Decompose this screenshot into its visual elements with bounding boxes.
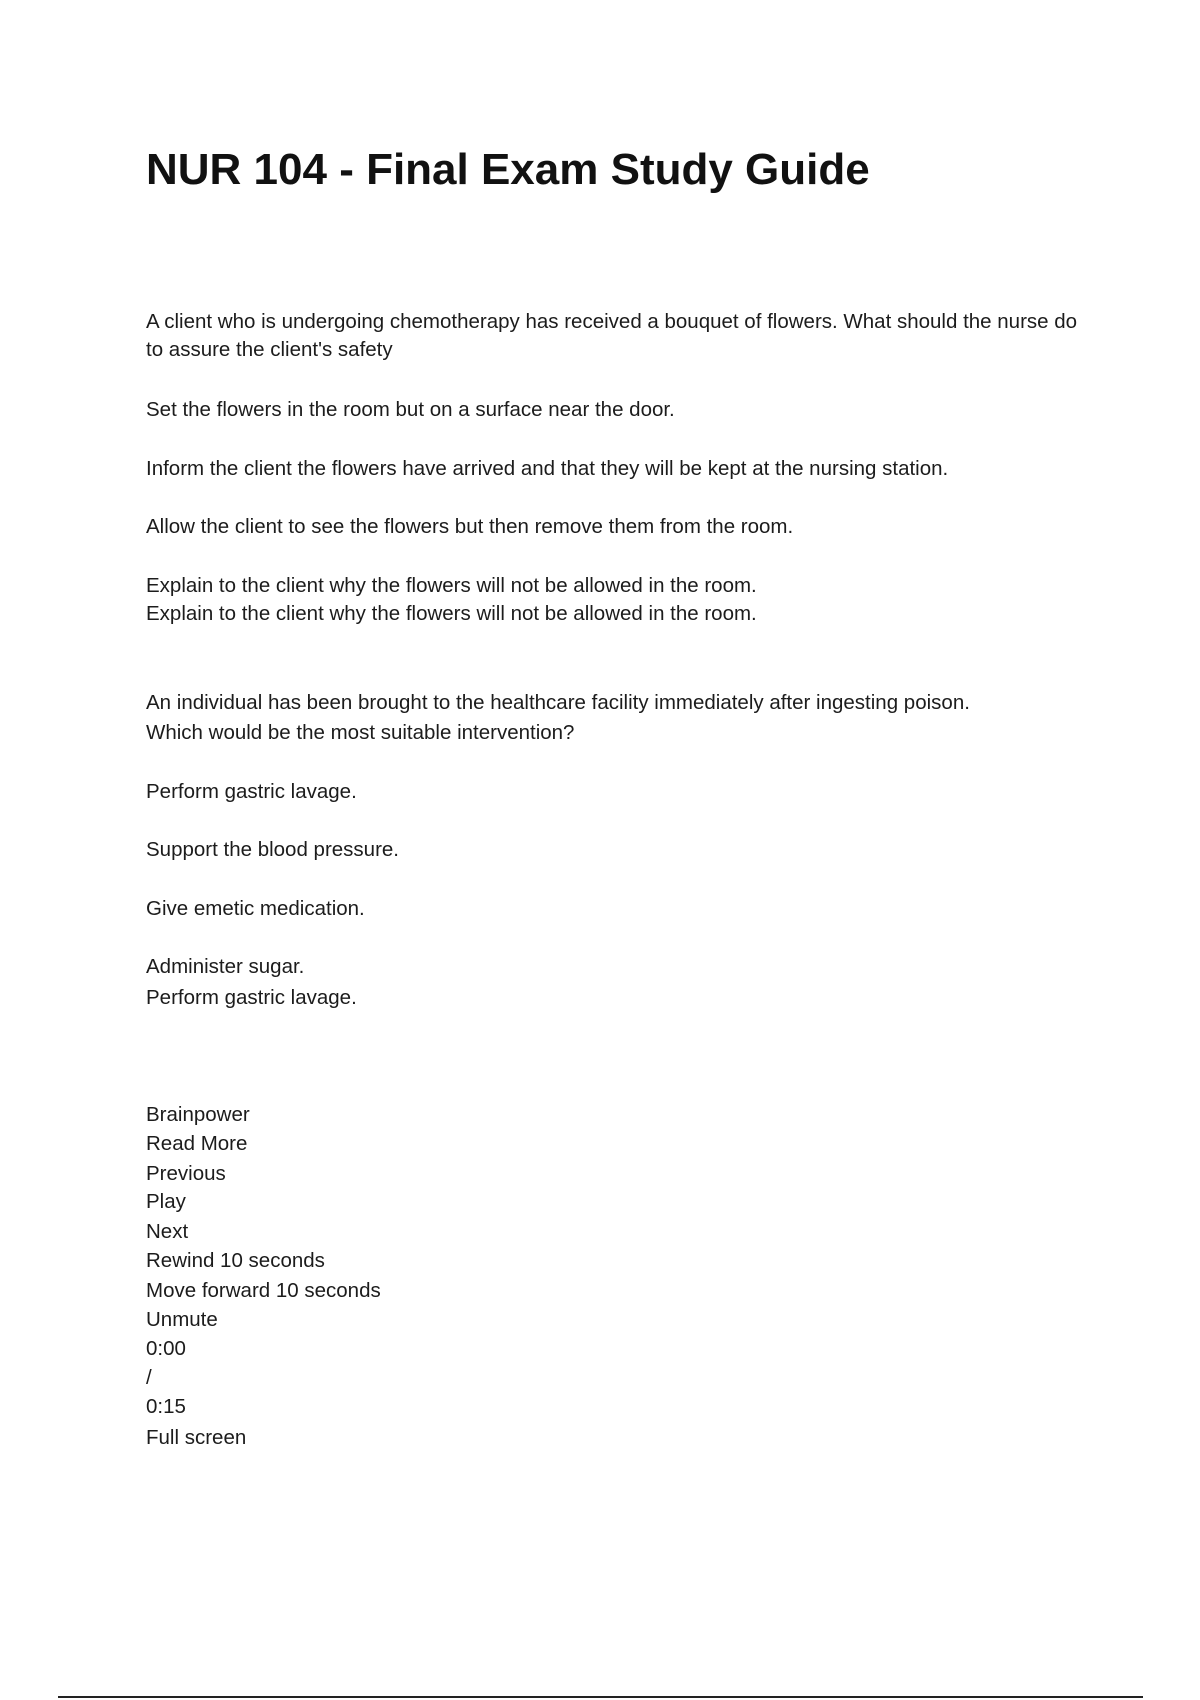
time-separator: / — [146, 1366, 152, 1389]
unmute-button[interactable]: Unmute — [146, 1308, 218, 1331]
player-brand-link[interactable]: Brainpower — [146, 1103, 250, 1126]
question-1-option-4: Explain to the client why the flowers will not be allowed in the room. — [146, 574, 757, 597]
question-2-option-2: Support the blood pressure. — [146, 838, 399, 861]
question-2-option-4: Administer sugar. — [146, 955, 305, 978]
question-2-prompt-line-2: Which would be the most suitable intervention? — [146, 721, 575, 744]
previous-button[interactable]: Previous — [146, 1162, 226, 1185]
question-2-option-3: Give emetic medication. — [146, 897, 365, 920]
play-button[interactable]: Play — [146, 1190, 186, 1213]
page-title: NUR 104 - Final Exam Study Guide — [146, 145, 870, 194]
question-1-option-3: Allow the client to see the flowers but then remove them from the room. — [146, 515, 794, 538]
question-2-option-1: Perform gastric lavage. — [146, 780, 357, 803]
question-1-prompt: A client who is undergoing chemotherapy has received a bouquet of flowers. What should the nurse do to assure the client's safety — [146, 310, 1078, 361]
question-2-answer: Perform gastric lavage. — [146, 986, 357, 1009]
page-bottom-divider — [58, 1696, 1143, 1698]
question-1-option-2: Inform the client the flowers have arrived and that they will be kept at the nursing station. — [146, 457, 949, 480]
duration: 0:15 — [146, 1395, 186, 1418]
question-1-option-1: Set the flowers in the room but on a surface near the door. — [146, 398, 675, 421]
rewind-10-button[interactable]: Rewind 10 seconds — [146, 1249, 325, 1272]
next-button[interactable]: Next — [146, 1220, 189, 1243]
fullscreen-button[interactable]: Full screen — [146, 1426, 247, 1449]
forward-10-button[interactable]: Move forward 10 seconds — [146, 1279, 381, 1302]
current-time: 0:00 — [146, 1337, 186, 1360]
read-more-link[interactable]: Read More — [146, 1132, 248, 1155]
question-1-answer: Explain to the client why the flowers will not be allowed in the room. — [146, 602, 757, 625]
question-2-prompt-line-1: An individual has been brought to the healthcare facility immediately after ingesting poison. — [146, 691, 970, 714]
